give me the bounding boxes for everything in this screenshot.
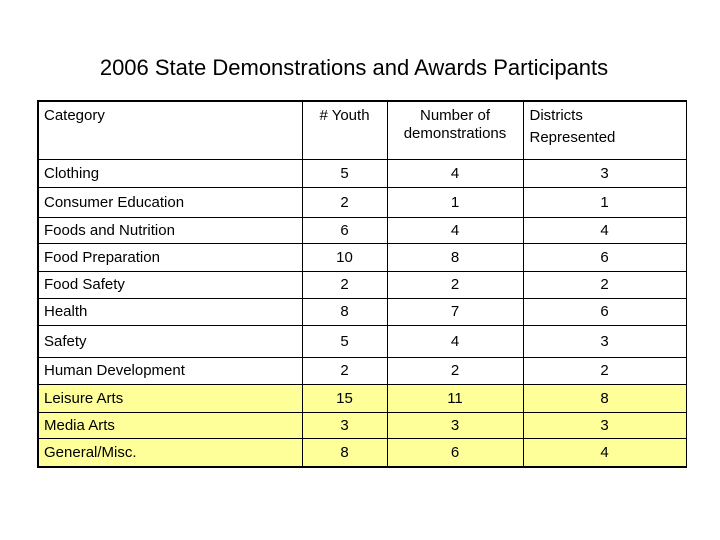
category-cell: Human Development <box>39 358 302 385</box>
youth-count-cell: 8 <box>302 439 387 467</box>
category-cell: Leisure Arts <box>39 385 302 413</box>
demonstrations-count-cell: 11 <box>387 385 523 413</box>
districts-count-cell: 1 <box>523 188 686 218</box>
districts-count-cell: 3 <box>523 413 686 439</box>
youth-count-cell: 2 <box>302 272 387 299</box>
table-row <box>39 188 686 218</box>
demonstrations-count-cell: 6 <box>387 439 523 467</box>
category-cell: Safety <box>39 326 302 358</box>
category-cell: Media Arts <box>39 413 302 439</box>
districts-count-cell: 2 <box>523 358 686 385</box>
table-row <box>39 299 686 326</box>
districts-count-cell: 3 <box>523 160 686 188</box>
table-body <box>39 160 686 467</box>
category-cell: Clothing <box>39 160 302 188</box>
districts-count-cell: 6 <box>523 244 686 272</box>
table-row <box>39 272 686 299</box>
table-row <box>39 326 686 358</box>
table-row <box>39 439 686 467</box>
youth-count-cell: 3 <box>302 413 387 439</box>
demonstrations-count-cell: 1 <box>387 188 523 218</box>
participants-table <box>39 102 687 467</box>
youth-count-cell: 6 <box>302 218 387 244</box>
table-row <box>39 218 686 244</box>
header-demonstrations: Number of demonstrations <box>387 102 523 160</box>
table-row <box>39 160 686 188</box>
demonstrations-count-cell: 8 <box>387 244 523 272</box>
districts-count-cell: 8 <box>523 385 686 413</box>
demonstrations-count-cell: 2 <box>387 272 523 299</box>
category-cell: General/Misc. <box>39 439 302 467</box>
demonstrations-count-cell: 4 <box>387 160 523 188</box>
youth-count-cell: 5 <box>302 160 387 188</box>
category-cell: Food Safety <box>39 272 302 299</box>
districts-count-cell: 3 <box>523 326 686 358</box>
districts-count-cell: 2 <box>523 272 686 299</box>
youth-count-cell: 2 <box>302 188 387 218</box>
youth-count-cell: 2 <box>302 358 387 385</box>
table-row <box>39 244 686 272</box>
category-cell: Health <box>39 299 302 326</box>
demonstrations-count-cell: 4 <box>387 218 523 244</box>
header-districts: Districts Represented <box>523 102 686 160</box>
demonstrations-count-cell: 7 <box>387 299 523 326</box>
youth-count-cell: 8 <box>302 299 387 326</box>
districts-count-cell: 4 <box>523 218 686 244</box>
table-row <box>39 413 686 439</box>
demonstrations-count-cell: 4 <box>387 326 523 358</box>
youth-count-cell: 10 <box>302 244 387 272</box>
category-cell: Food Preparation <box>39 244 302 272</box>
youth-count-cell: 5 <box>302 326 387 358</box>
table-row <box>39 358 686 385</box>
districts-count-cell: 4 <box>523 439 686 467</box>
category-cell: Consumer Education <box>39 188 302 218</box>
table-row <box>39 385 686 413</box>
header-category: Category <box>39 102 302 160</box>
category-cell: Foods and Nutrition <box>39 218 302 244</box>
districts-count-cell: 6 <box>523 299 686 326</box>
header-youth: # Youth <box>302 102 387 160</box>
demonstrations-count-cell: 2 <box>387 358 523 385</box>
youth-count-cell: 15 <box>302 385 387 413</box>
demonstrations-count-cell: 3 <box>387 413 523 439</box>
page-title: 2006 State Demonstrations and Awards Participants <box>99 55 609 80</box>
table-header-row <box>39 102 686 160</box>
participants-table-container <box>37 100 687 468</box>
